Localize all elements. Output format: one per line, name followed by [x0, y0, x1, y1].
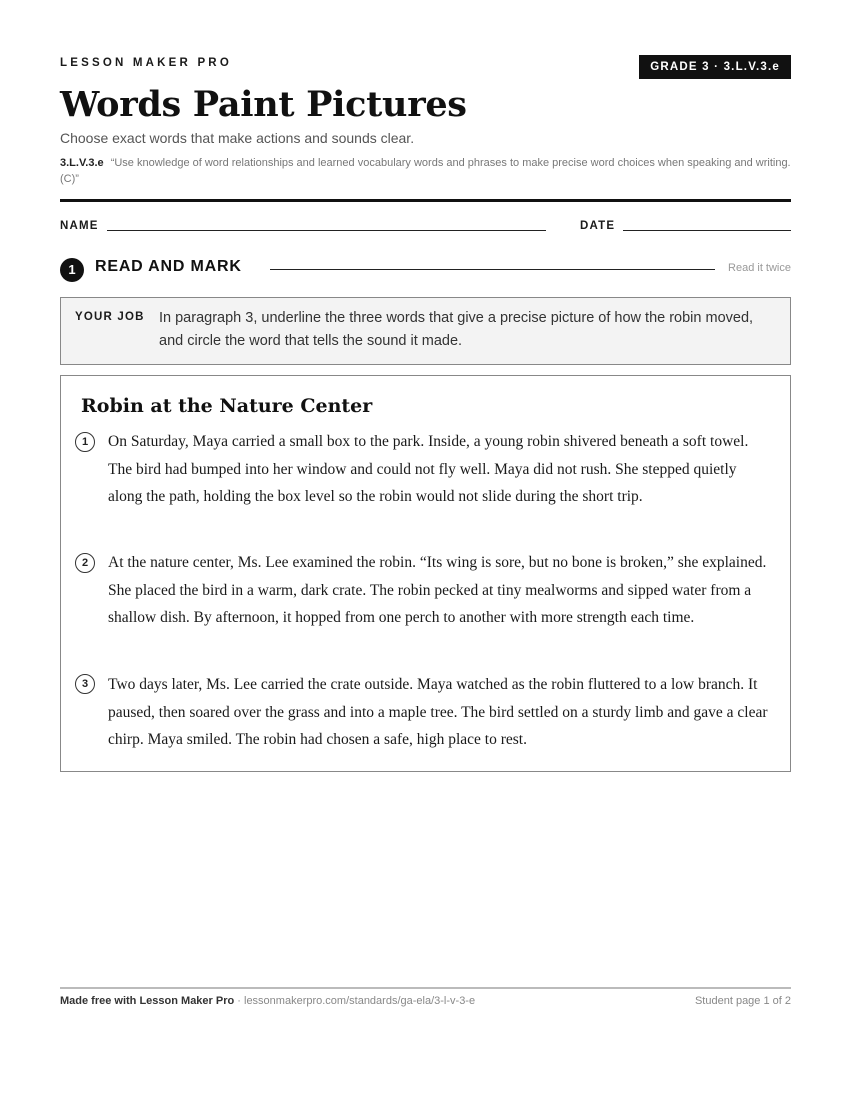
- footer-page-number: Student page 1 of 2: [694, 995, 791, 1007]
- paragraph-number-1: 1: [75, 432, 95, 452]
- section-note: Read it twice: [728, 262, 791, 274]
- task-box: [60, 297, 791, 365]
- header-divider: [60, 199, 791, 202]
- paragraph-3: Two days later, Ms. Lee carried the crate outside. Maya watched as the robin fluttered to a low branch. It paused, then soared over the grass and into a maple tree. The bird settled on a sturdy limb and gave a clear chirp. Maya smiled. The robin had chosen a safe, high place to rest.: [108, 676, 768, 748]
- brand-name: LESSON MAKER PRO: [60, 57, 232, 69]
- name-field[interactable]: [107, 230, 546, 231]
- paragraph-number-2: 2: [75, 553, 95, 573]
- section-title: READ AND MARK: [95, 258, 242, 275]
- reading-passage: [60, 375, 791, 772]
- task-label: YOUR JOB: [75, 311, 145, 323]
- standard-text: “Use knowledge of word relationships and learned vocabulary words and phrases to make precise word choices when speaking and writing. (C)”: [60, 157, 791, 185]
- date-field[interactable]: [623, 230, 791, 231]
- paragraph-number-3: 3: [75, 674, 95, 694]
- page-subtitle: Choose exact words that make actions and sounds clear.: [60, 130, 415, 146]
- standard-description: [60, 155, 791, 187]
- page-title: Words Paint Pictures: [60, 84, 467, 125]
- task-instructions: In paragraph 3, underline the three words that give a precise picture of how the robin moved, and circle the word that tells the sound it made.: [159, 310, 754, 349]
- footer-credit: [60, 995, 475, 1007]
- footer-divider: [60, 987, 791, 989]
- standard-code: 3.L.V.3.e: [60, 157, 104, 169]
- passage-title: Robin at the Nature Center: [81, 395, 373, 417]
- footer-made-with: Made free with Lesson Maker Pro: [60, 995, 235, 1007]
- grade-badge: GRADE 3 · 3.L.V.3.e: [639, 55, 791, 79]
- section-number-badge: 1: [60, 258, 84, 282]
- section-divider: [270, 269, 715, 270]
- date-label: DATE: [580, 220, 616, 232]
- worksheet-page: [60, 0, 791, 1100]
- paragraph-1: On Saturday, Maya carried a small box to the park. Inside, a young robin shivered beneath a soft towel. The bird had bumped into her window and could not fly well. Maya did not rush. She stepped quietly along the path, holding the box level so the robin would not slide during the short trip.: [108, 433, 749, 505]
- paragraph-2: At the nature center, Ms. Lee examined the robin. “Its wing is sore, but no bone is broken,” she explained. She placed the bird in a warm, dark crate. The robin pecked at tiny mealworms and sipped water from a shallow dish. By afternoon, it hopped from one perch to another with more strength each time.: [108, 554, 767, 626]
- footer-url[interactable]: · lessonmakerpro.com/standards/ga-ela/3-l-v-3-e: [234, 995, 476, 1007]
- name-label: NAME: [60, 220, 99, 232]
